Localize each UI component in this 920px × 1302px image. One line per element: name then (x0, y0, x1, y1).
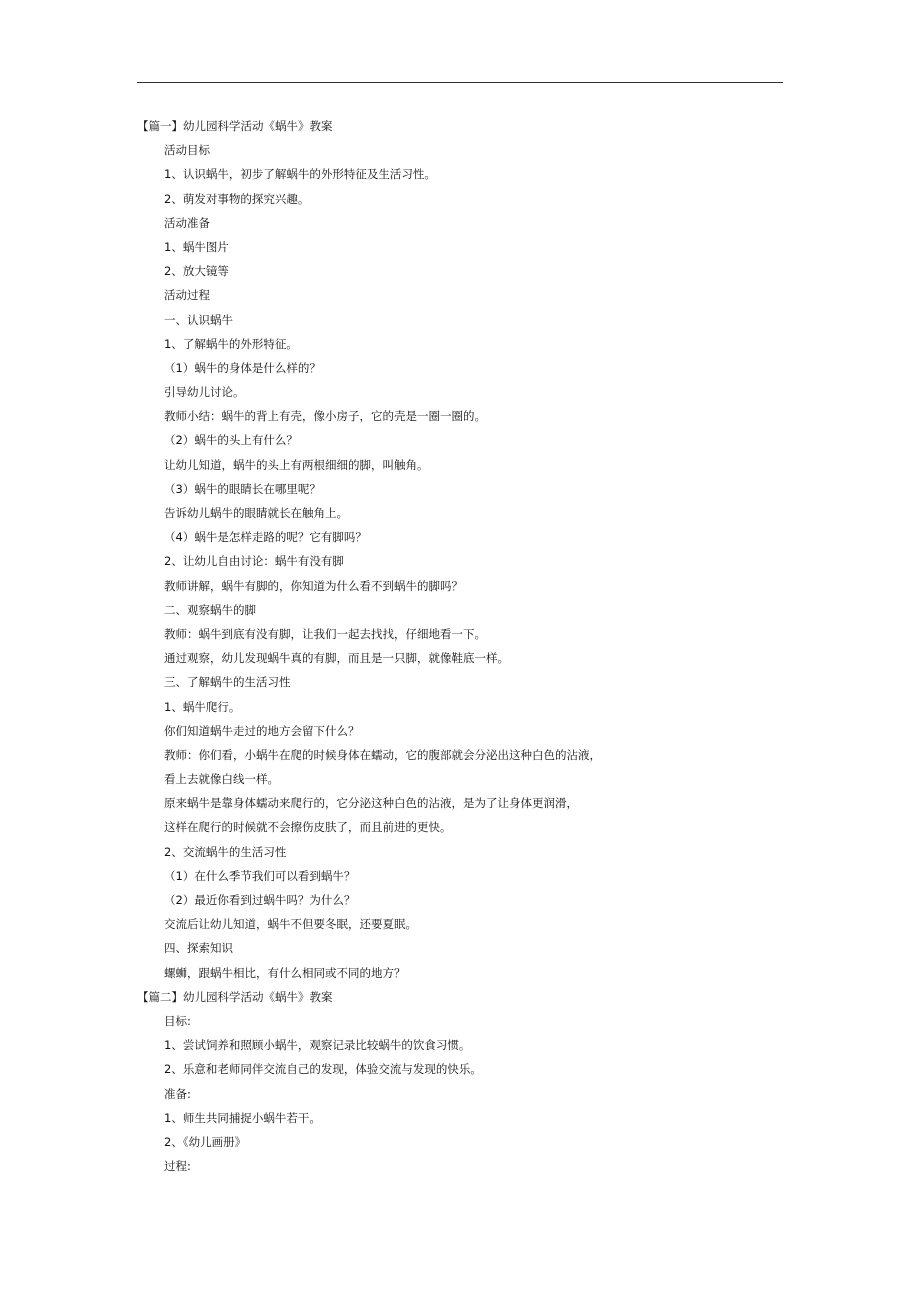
text-line: 2、交流蜗牛的生活习性 (164, 844, 287, 859)
text-line: 活动过程 (164, 288, 210, 303)
header-rule (137, 82, 783, 83)
text-line: 教师：蜗牛到底有没有脚，让我们一起去找找，仔细地看一下。 (164, 626, 486, 641)
text-line: 1、了解蜗牛的外形特征。 (164, 336, 298, 351)
text-line: 这样在爬行的时候就不会擦伤皮肤了，而且前进的更快。 (164, 820, 452, 835)
text-line: 一、认识蜗牛 (164, 312, 233, 327)
text-line: 二、观察蜗牛的脚 (164, 602, 256, 617)
text-line: 让幼儿知道，蜗牛的头上有两根细细的脚，叫触角。 (164, 457, 429, 472)
text-line: 1、尝试饲养和照顾小蜗牛，观察记录比较蜗牛的饮食习惯。 (164, 1038, 471, 1053)
text-line: 2、让幼儿自由讨论：蜗牛有没有脚 (164, 554, 344, 569)
text-line: 教师小结：蜗牛的背上有壳，像小房子，它的壳是一圈一圈的。 (164, 409, 486, 424)
document-body (137, 114, 797, 1178)
text-line: 1、认识蜗牛，初步了解蜗牛的外形特征及生活习性。 (164, 167, 436, 182)
text-line: 螺蛳，跟蜗牛相比，有什么相同或不同的地方？ (164, 965, 406, 980)
text-line: 2、乐意和老师同伴交流自己的发现，体验交流与发现的快乐。 (164, 1062, 482, 1077)
text-line: 交流后让幼儿知道，蜗牛不但要冬眠，还要夏眠。 (164, 917, 417, 932)
text-line: （2）蜗牛的头上有什么？ (164, 433, 298, 448)
text-line: （1）蜗牛的身体是什么样的？ (164, 360, 321, 375)
text-line: 原来蜗牛是靠身体蠕动来爬行的，它分泌这种白色的沾液，是为了让身体更润滑， (164, 796, 578, 811)
text-line: 活动目标 (164, 143, 210, 158)
text-line: （1）在什么季节我们可以看到蜗牛？ (164, 868, 356, 883)
text-line: 三、了解蜗牛的生活习性 (164, 675, 291, 690)
text-line: 过程: (164, 1159, 191, 1174)
text-line: 教师讲解，蜗牛有脚的，你知道为什么看不到蜗牛的脚吗？ (164, 578, 463, 593)
text-line: 教师：你们看，小蜗牛在爬的时候身体在蠕动，它的腹部就会分泌出这种白色的沾液， (164, 747, 601, 762)
text-line: 通过观察，幼儿发现蜗牛真的有脚，而且是一只脚，就像鞋底一样。 (164, 651, 509, 666)
text-line: 看上去就像白线一样。 (164, 772, 279, 787)
text-line: 1、蜗牛爬行。 (164, 699, 241, 714)
section-heading: 【篇二】幼儿园科学活动《蜗牛》教案 (137, 989, 333, 1004)
text-line: 活动准备 (164, 215, 210, 230)
text-line: （2）最近你看到过蜗牛吗？为什么？ (164, 893, 356, 907)
text-line: 2、萌发对事物的探究兴趣。 (164, 191, 310, 206)
text-line: 2、放大镜等 (164, 264, 229, 279)
text-line: 目标: (164, 1013, 191, 1028)
text-line: 告诉幼儿蜗牛的眼睛就长在触角上。 (164, 506, 348, 520)
text-line: （3）蜗牛的眼睛长在哪里呢？ (164, 481, 321, 496)
section-heading: 【篇一】幼儿园科学活动《蜗牛》教案 (137, 119, 333, 133)
text-line: 引导幼儿讨论。 (164, 385, 245, 400)
text-line: 你们知道蜗牛走过的地方会留下什么？ (164, 723, 360, 738)
text-line: 四、探索知识 (164, 941, 233, 956)
text-line: 2、《幼儿画册》 (164, 1134, 247, 1149)
text-line: 1、蜗牛图片 (164, 239, 229, 254)
text-line: 准备: (164, 1086, 191, 1101)
text-line: 1、师生共同捕捉小蜗牛若干。 (164, 1110, 321, 1125)
text-line: （4）蜗牛是怎样走路的呢？它有脚吗？ (164, 530, 367, 545)
